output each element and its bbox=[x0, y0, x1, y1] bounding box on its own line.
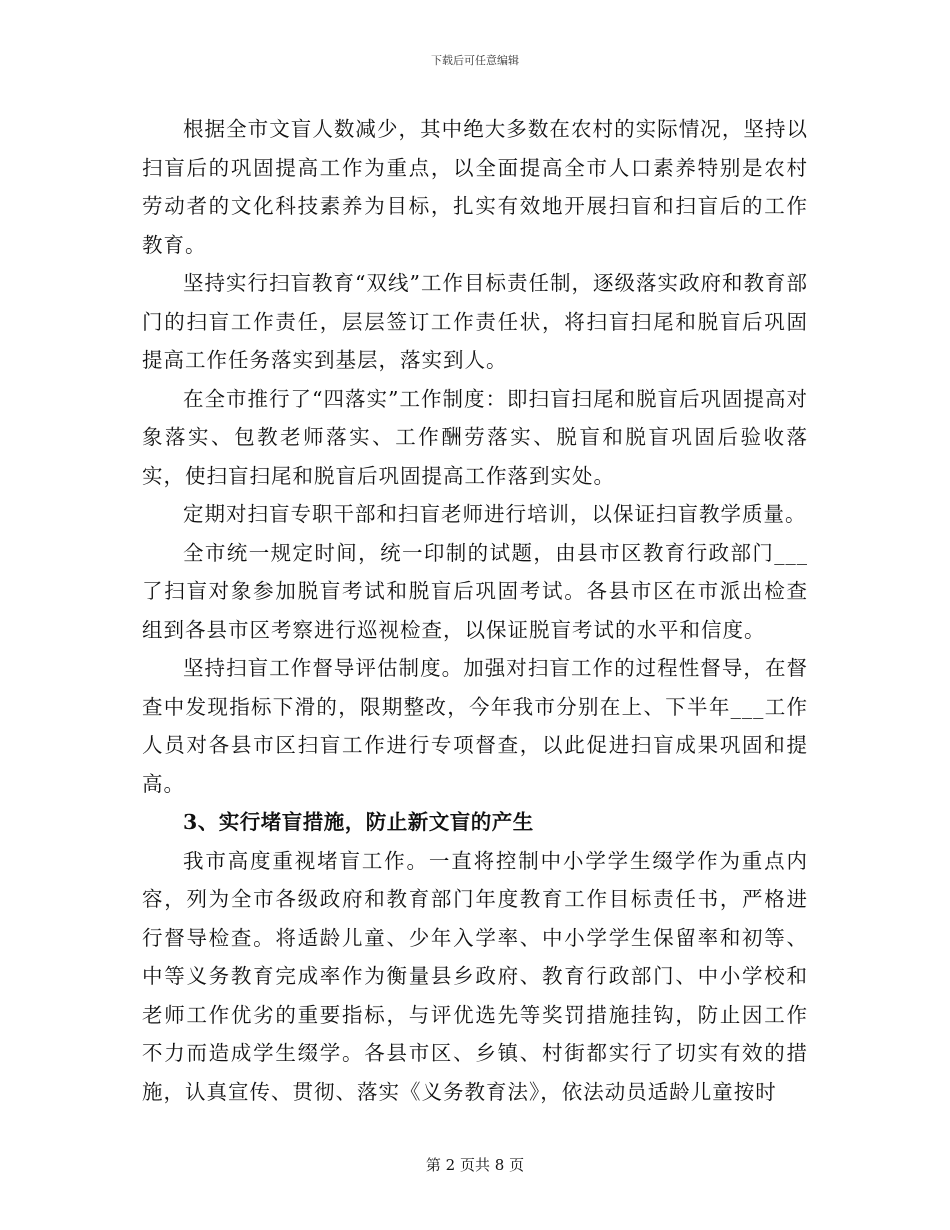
paragraph-four-implementations: 在全市推行了“四落实”工作制度：即扫盲扫尾和脱盲后巩固提高对象落实、包教老师落实、工作酬劳落实、脱盲和脱盲巩固后验收落实，使扫盲扫尾和脱盲后巩固提高工作落到实处。 bbox=[142, 386, 808, 488]
page-number: 第 2 页共 8 页 bbox=[425, 1156, 525, 1174]
section-heading: 3、实行堵盲措施，防止新文盲的产生 bbox=[183, 810, 534, 834]
page-header: 下载后可任意编辑 bbox=[431, 54, 519, 67]
paragraph-dual-responsibility: 坚持实行扫盲教育“双线”工作目标责任制，逐级落实政府和教育部门的扫盲工作责任，层层签订工作责任状，将扫盲扫尾和脱盲后巩固提高工作任务落实到基层，落实到人。 bbox=[142, 271, 808, 372]
document-body bbox=[142, 110, 808, 1111]
paragraph-supervision: 坚持扫盲工作督导评估制度。加强对扫盲工作的过程性督导，在督查中发现指标下滑的，限期整改，今年我市分别在上、下半年___工作人员对各县市区扫盲工作进行专项督查，以此促进扫盲成果巩固和提高。 bbox=[142, 656, 808, 796]
paragraph-teacher-training: 定期对扫盲专职干部和扫盲老师进行培训，以保证扫盲教学质量。 bbox=[183, 502, 807, 526]
paragraph-unified-exam: 全市统一规定时间，统一印制的试题，由县市区教育行政部门___了扫盲对象参加脱盲考试和脱盲后巩固考试。各县市区在市派出检查组到各县市区考察进行巡视检查，以保证脱盲考试的水平和信度。 bbox=[142, 540, 808, 642]
paragraph-dropout-prevention: 我市高度重视堵盲工作。一直将控制中小学学生缀学作为重点内容，列为全市各级政府和教育部门年度教育工作目标责任书，严格进行督导检查。将适龄儿童、少年入学率、中小学学生保留率和初等、中等义务教育完成率作为衡量县乡政府、教育行政部门、中小学校和老师工作优劣的重要指标，与评优选先等奖罚措施挂钩，防止因工作不力而造成学生缀学。各县市区、乡镇、村街都实行了切实有效的措施，认真宣传、贯彻、落实《义务教育法》，依法动员适龄儿童按时 bbox=[142, 848, 808, 1104]
paragraph-literacy-goal: 根据全市文盲人数减少，其中绝大多数在农村的实际情况，坚持以扫盲后的巩固提高工作为重点，以全面提高全市人口素养特别是农村劳动者的文化科技素养为目标，扎实有效地开展扫盲和扫盲后的工作教育。 bbox=[142, 117, 808, 257]
